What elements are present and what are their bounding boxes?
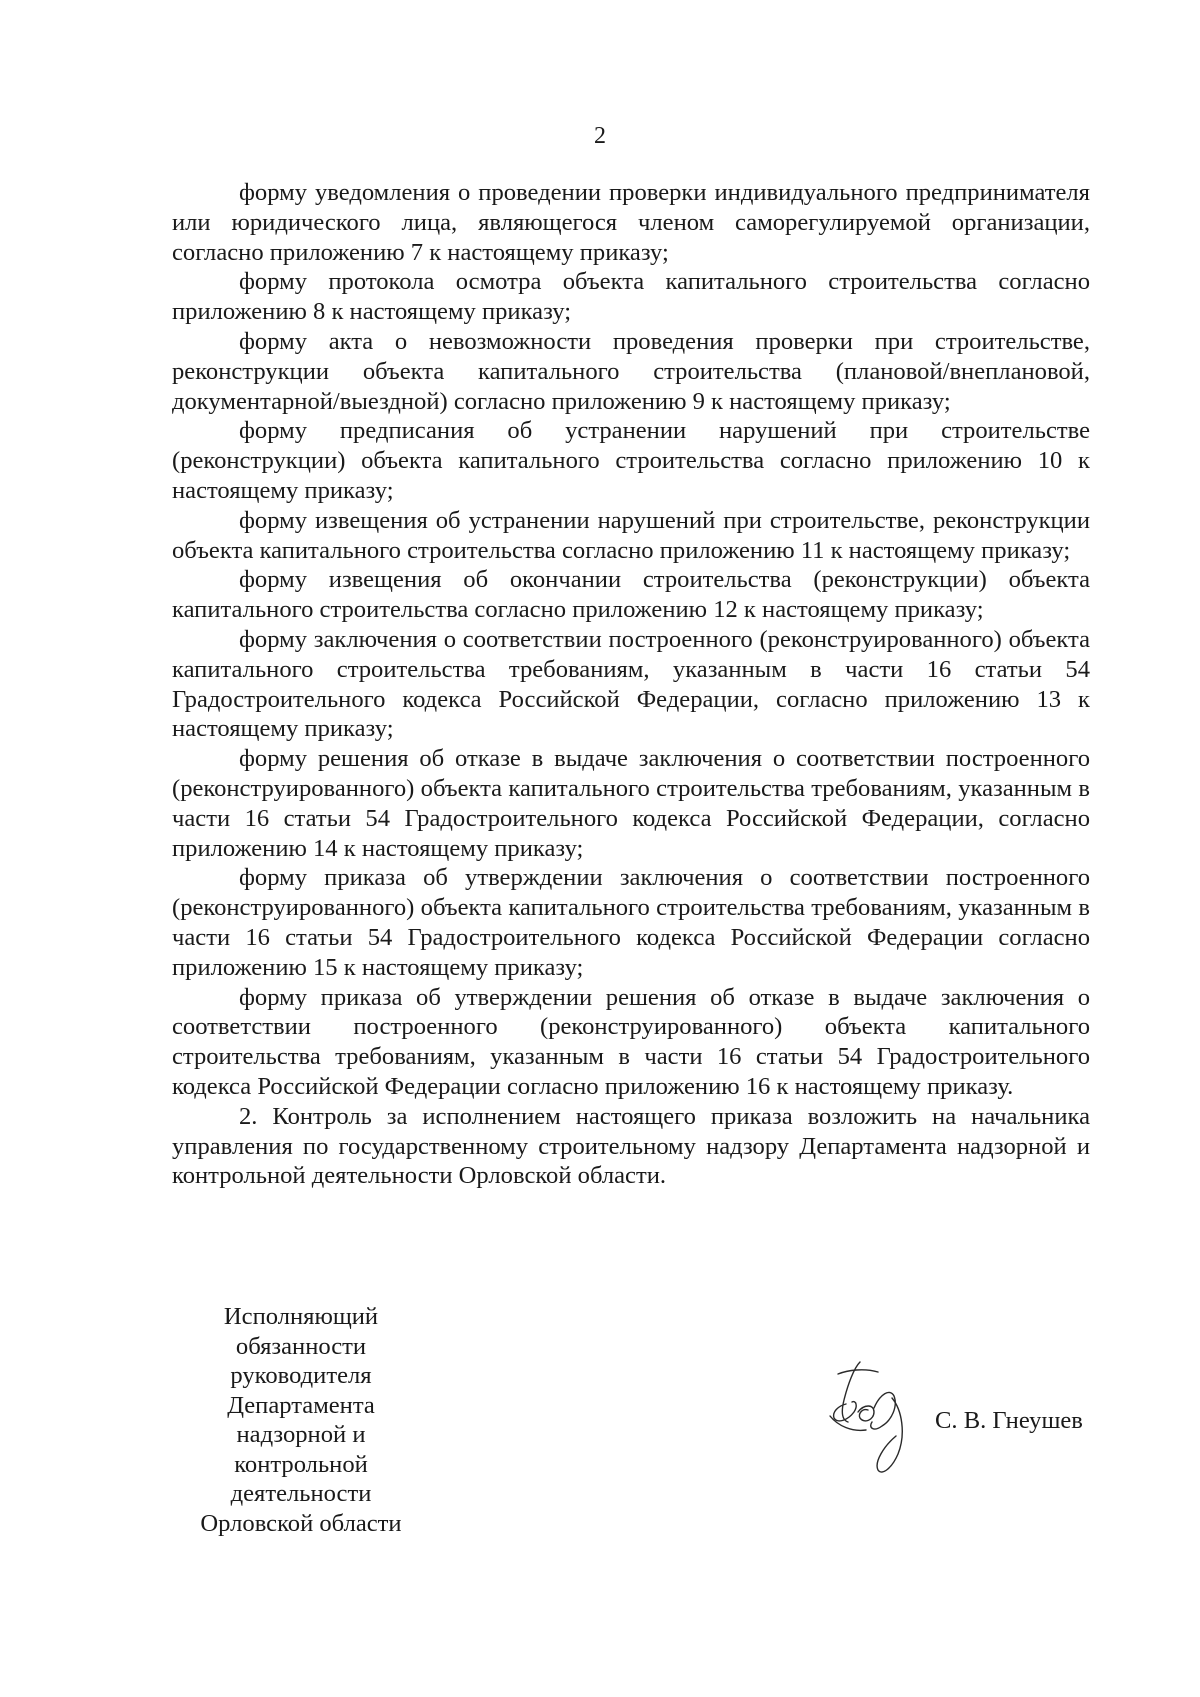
paragraph: форму предписания об устранении нарушений при строительстве (реконструкции) объекта капитального строительства согласно приложению 10 к настоящему приказу; [172, 417, 1090, 504]
paragraph: форму приказа об утверждении заключения о соответствии построенного (реконструированного) объекта капитального строительства требованиям, указанным в части 16 статьи 54 Градостроительного кодекса Российской Федерации согласно приложению 15 к настоящему приказу; [172, 864, 1090, 981]
page-number: 2 [594, 123, 606, 149]
paragraph: форму протокола осмотра объекта капитального строительства согласно приложению 8 к настоящему приказу; [172, 268, 1090, 326]
paragraph: форму извещения об окончании строительства (реконструкции) объекта капитального строительства согласно приложению 12 к настоящему приказу; [172, 566, 1090, 624]
signatory-position-line: деятельности [230, 1480, 372, 1507]
paragraph: форму заключения о соответствии построенного (реконструированного) объекта капитального строительства требованиям, указанным в части 16 статьи 54 Градостроительного кодекса Российской Федерации, согласно приложению 13 к настоящему приказу; [172, 625, 1090, 743]
signatory-position-line: Орловской области [200, 1509, 402, 1537]
paragraph: форму приказа об утверждении решения об отказе в выдаче заключения о соответствии построенного (реконструированного) объекта капитального строительства требованиям, указанным в части 16 статьи 54 Градостроительного кодекса Российской Федерации согласно приложению 16 к настоящему приказу. [172, 983, 1090, 1100]
signatory-position [175, 1302, 427, 1538]
paragraph: форму акта о невозможности проведения проверки при строительстве, реконструкции объекта капитального строительства (плановой/внеплановой, документарной/выездной) согласно приложению 9 к настоящему приказу; [172, 327, 1090, 415]
signatory-position-line: надзорной и [236, 1421, 366, 1448]
signatory-name: С. В. Гнеушев [935, 1407, 1083, 1434]
document-body [172, 178, 1090, 1191]
paragraph: форму извещения об устранении нарушений при строительстве, реконструкции объекта капитального строительства согласно приложению 11 к настоящему приказу; [172, 506, 1090, 564]
signatory-position-line: руководителя [230, 1362, 372, 1389]
paragraph: форму уведомления о проведении проверки индивидуального предпринимателя или юридического лица, являющегося членом саморегулируемой организации, согласно приложению 7 к настоящему приказу; [172, 179, 1090, 266]
signatory-position-line: обязанности [235, 1332, 367, 1360]
signatory-position-line: Департамента [227, 1391, 375, 1419]
paragraph: 2. Контроль за исполнением настоящего приказа возложить на начальника управления по государственному строительному надзору Департамента надзорной и контрольной деятельности Орловской области. [172, 1102, 1090, 1190]
handwritten-signature [808, 1354, 918, 1484]
signatory-position-line: Исполняющий [223, 1303, 379, 1330]
paragraph: форму решения об отказе в выдаче заключения о соответствии построенного (реконструированного) объекта капитального строительства требованиям, указанным в части 16 статьи 54 Градостроительного кодекса Российской Федерации, согласно приложению 14 к настоящему приказу; [172, 745, 1090, 862]
signatory-position-line: контрольной [234, 1450, 368, 1478]
